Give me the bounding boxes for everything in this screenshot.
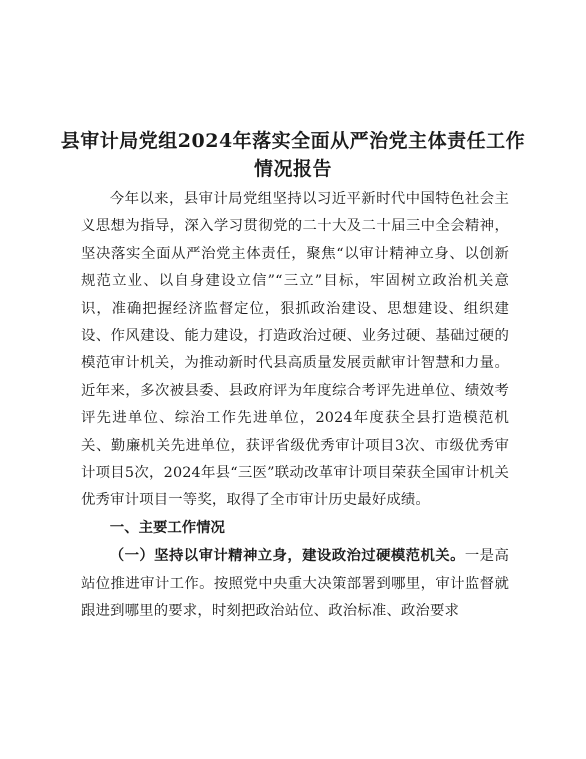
document-body <box>81 186 509 626</box>
subsection-paragraph <box>81 542 509 625</box>
section-heading: 一、主要工作情况 <box>109 519 225 536</box>
subsection-text: 一是高站位推进审计工作。按照党中央重大决策部署到哪里，审计监督就跟进到哪里的要求，时刻把政治站位、政治标准、政治要求 <box>81 548 510 620</box>
document-title: 县审计局党组2024年落实全面从严治党主体责任工作情况报告 <box>60 130 526 180</box>
subsection-lead: （一）坚持以审计精神立身，建设政治过硬模范机关。 <box>109 547 465 565</box>
intro-paragraph: 今年以来，县审计局党组坚持以习近平新时代中国特色社会主义思想为指导，深入学习贯彻党的二十大及二十届三中全会精神，坚决落实全面从严治党主体责任，聚焦“以审计精神立身、以创新规范立业、以自身建设立信”“三立”目标，牢固树立政治机关意识，准确把握经济监督定位，狠抓政治建设、思想建设、组织建设、作风建设、能力建设，打造政治过硬、业务过硬、基础过硬的模范审计机关，为推动新时代县高质量发展贡献审计智慧和力量。近年来，多次被县委、县政府评为年度综合考评先进单位、绩效考评先进单位、综治工作先进单位，2024年度获全县打造模范机关、勤廉机关先进单位，获评省级优秀审计项目3次、市级优秀审计项目5次，2024年县“三医”联动改革审计项目荣获全国审计机关优秀审计项目一等奖，取得了全市审计历史最好成绩。 <box>81 191 509 509</box>
